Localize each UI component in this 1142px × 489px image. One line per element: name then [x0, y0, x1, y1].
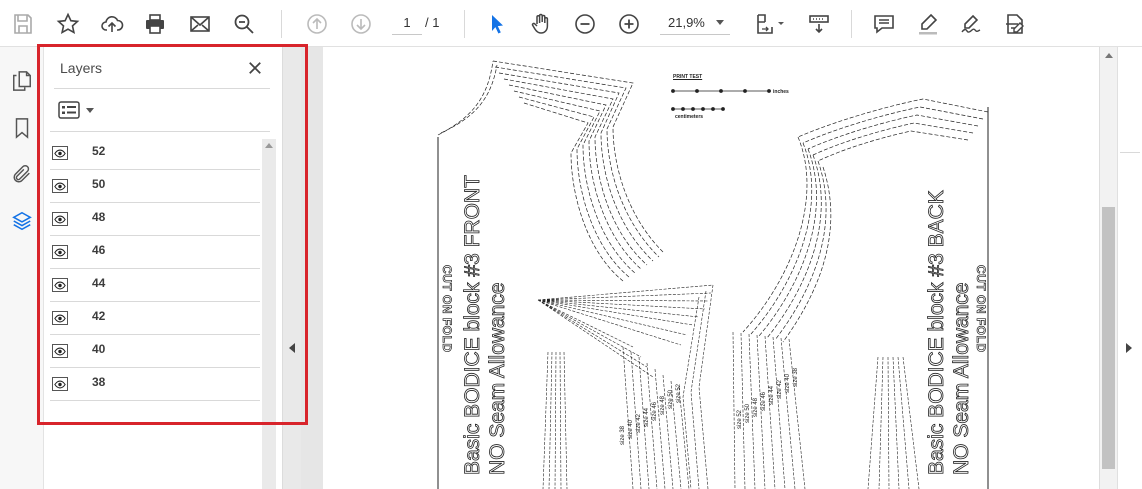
zoom-in-icon[interactable]: [614, 9, 644, 39]
size-label: size 44: [644, 407, 650, 427]
layer-row[interactable]: [50, 368, 260, 401]
eye-icon[interactable]: [52, 245, 68, 259]
size-label: size 50: [668, 389, 674, 409]
sign-icon[interactable]: [956, 9, 986, 39]
comment-icon[interactable]: [869, 9, 899, 39]
scrollbar-thumb[interactable]: [1102, 207, 1115, 469]
eye-icon[interactable]: [52, 179, 68, 193]
layer-row[interactable]: [50, 335, 260, 368]
layer-label: 38: [92, 375, 106, 389]
zoom-dropdown[interactable]: [660, 11, 730, 35]
panel-collapse-handle[interactable]: [282, 47, 301, 489]
size-label: size 42: [636, 413, 642, 433]
layer-label: 46: [92, 243, 106, 257]
bookmark-star-icon[interactable]: [53, 9, 83, 39]
eye-icon[interactable]: [52, 377, 68, 391]
size-label: size 40: [785, 373, 791, 393]
navigation-rail: [0, 47, 44, 489]
layer-label: 44: [92, 276, 106, 290]
expand-right-icon[interactable]: [1126, 343, 1132, 353]
size-label: size 52: [676, 383, 682, 403]
size-label: size 48: [753, 397, 759, 417]
front-title: Basic BODICE block #3 FRONT: [461, 175, 484, 475]
layer-row[interactable]: [50, 236, 260, 269]
size-label: size 40: [628, 419, 634, 439]
layer-row[interactable]: [50, 137, 260, 170]
size-label: size 42: [777, 379, 783, 399]
email-icon[interactable]: [185, 9, 215, 39]
fit-page-icon[interactable]: [750, 9, 790, 39]
layer-row[interactable]: [50, 302, 260, 335]
layer-row[interactable]: [50, 269, 260, 302]
attachment-icon[interactable]: [8, 160, 36, 188]
layer-row[interactable]: [50, 170, 260, 203]
document-page: [323, 47, 1099, 489]
size-label: size 38: [793, 367, 799, 387]
search-icon[interactable]: [229, 9, 259, 39]
size-label: size 44: [769, 385, 775, 405]
close-icon[interactable]: [244, 57, 266, 79]
select-pointer-icon[interactable]: [482, 9, 512, 39]
scroll-up-icon[interactable]: [265, 143, 273, 148]
size-label: size 50: [745, 403, 751, 423]
front-cut-on-fold: CUT ON FOLD: [440, 265, 454, 353]
back-cut-on-fold: CUT ON FOLD: [974, 265, 988, 353]
panel-title: Layers: [60, 60, 103, 76]
scroll-up-icon[interactable]: [1105, 53, 1113, 58]
eye-icon[interactable]: [52, 278, 68, 292]
list-options-icon: [58, 101, 80, 119]
back-subtitle: NO Seam Allowance: [950, 282, 973, 475]
eye-icon[interactable]: [52, 146, 68, 160]
eye-icon[interactable]: [52, 311, 68, 325]
page-total: / 1: [425, 15, 440, 30]
save-icon[interactable]: [8, 9, 38, 39]
layers-panel: [44, 47, 282, 489]
toolbar: [0, 0, 1142, 47]
layer-label: 48: [92, 210, 106, 224]
zoom-out-icon[interactable]: [570, 9, 600, 39]
chevron-down-icon: [716, 20, 724, 25]
panel-scrollbar[interactable]: [262, 139, 276, 489]
print-icon[interactable]: [140, 9, 170, 39]
size-label: size 52: [737, 409, 743, 429]
previous-page-icon[interactable]: [302, 9, 332, 39]
size-label: size 48: [660, 395, 666, 415]
edit-pdf-icon[interactable]: [1000, 9, 1030, 39]
bookmark-icon[interactable]: [8, 114, 36, 142]
pages-icon[interactable]: [8, 67, 36, 95]
layer-options-button[interactable]: [58, 99, 100, 121]
document-viewport[interactable]: [301, 47, 1099, 489]
document-scrollbar[interactable]: [1099, 47, 1117, 489]
print-test-label: PRINT TEST: [673, 74, 703, 80]
layer-label: 52: [92, 144, 106, 158]
next-page-icon[interactable]: [346, 9, 376, 39]
layer-label: 42: [92, 309, 106, 323]
layer-label: 50: [92, 177, 106, 191]
zoom-value: 21,9%: [668, 15, 705, 30]
layers-icon[interactable]: [8, 207, 36, 235]
chevron-down-icon: [86, 108, 94, 113]
hand-icon[interactable]: [526, 9, 556, 39]
back-title: Basic BODICE block #3 BACK: [925, 190, 948, 475]
inches-label: inches: [773, 89, 789, 95]
upload-icon[interactable]: [97, 9, 127, 39]
page-number-input[interactable]: [392, 11, 422, 35]
eye-icon[interactable]: [52, 344, 68, 358]
scroll-mode-icon[interactable]: [804, 9, 834, 39]
size-label: size 46: [761, 391, 767, 411]
layer-label: 40: [92, 342, 106, 356]
layer-row[interactable]: [50, 203, 260, 236]
front-subtitle: NO Seam Allowance: [486, 282, 509, 475]
size-label: size 38: [620, 425, 626, 445]
layer-list: [50, 137, 260, 401]
centimeters-label: centimeters: [675, 114, 704, 120]
highlight-icon[interactable]: [913, 9, 943, 39]
right-pane-handle[interactable]: [1117, 47, 1142, 489]
size-label: size 46: [652, 401, 658, 421]
eye-icon[interactable]: [52, 212, 68, 226]
collapse-left-icon[interactable]: [289, 343, 295, 353]
